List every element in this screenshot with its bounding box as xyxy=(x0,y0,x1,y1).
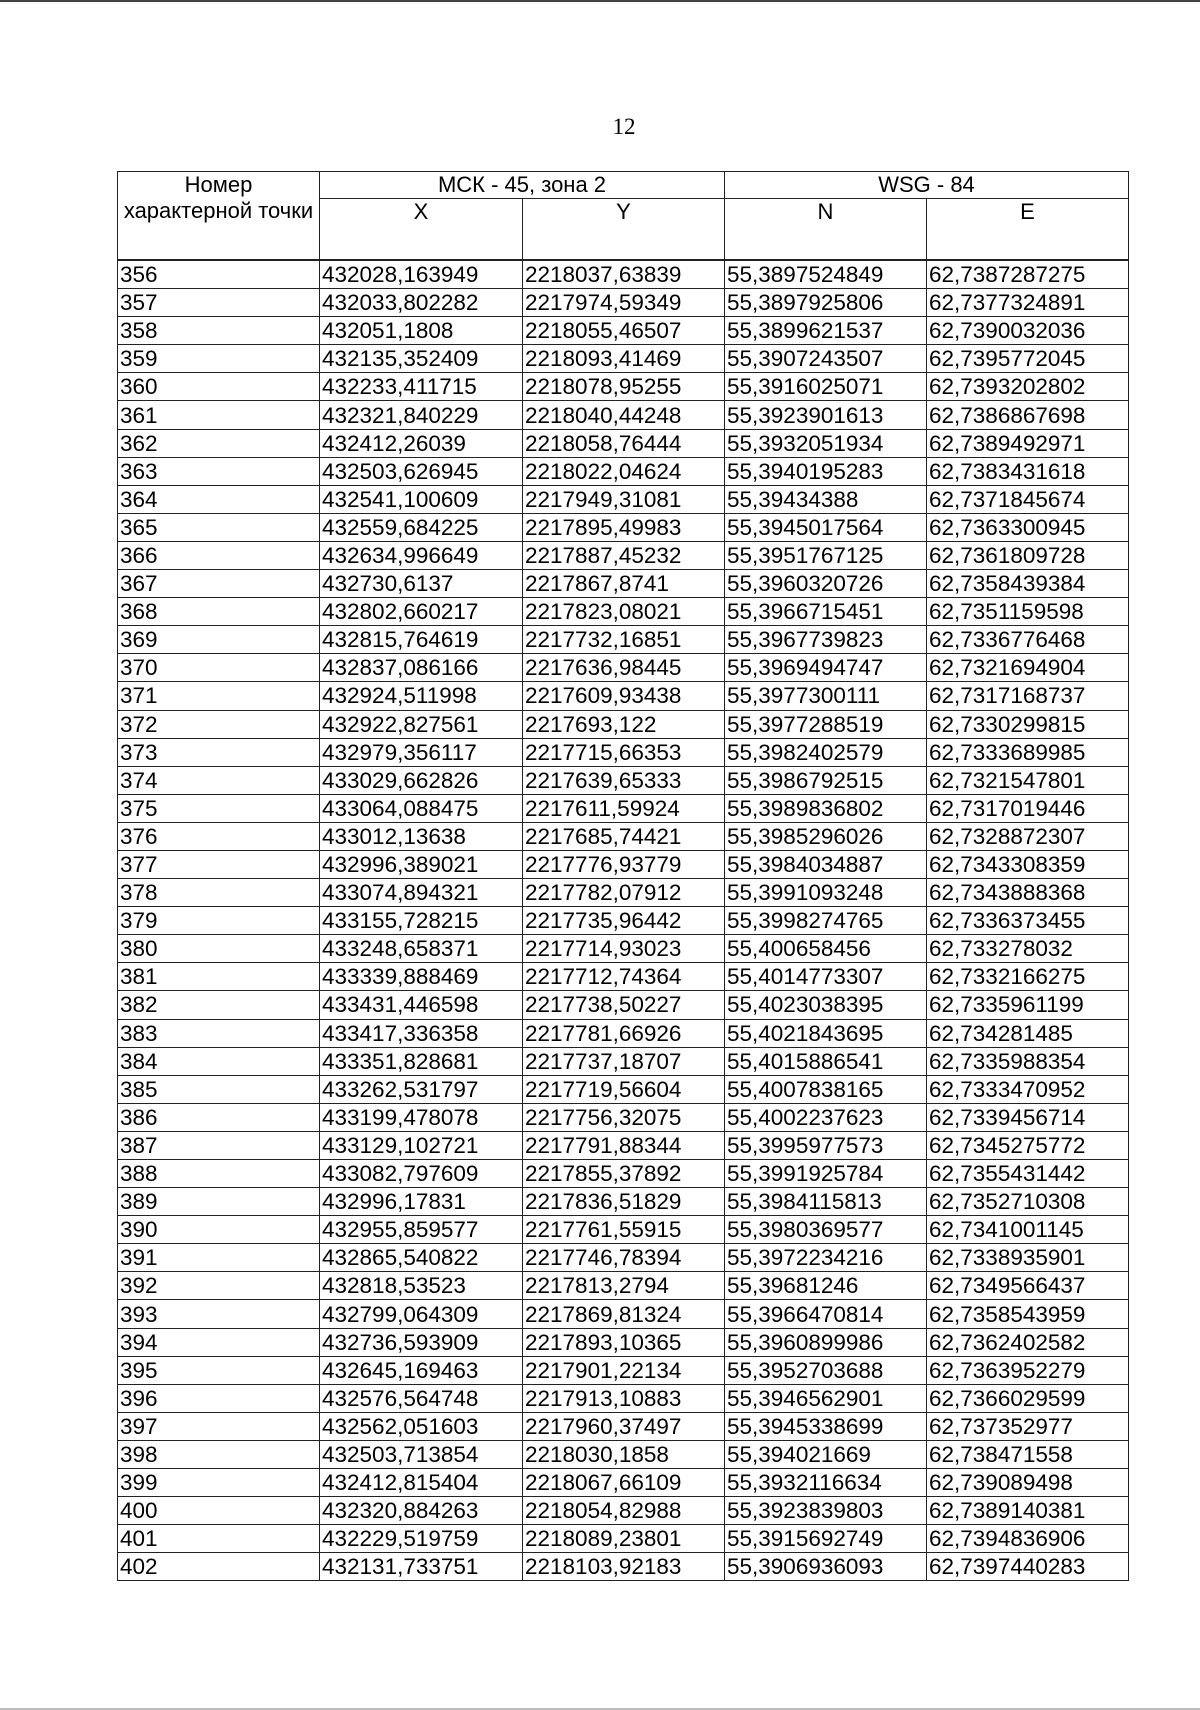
cell-n: 55,394021669 xyxy=(725,1440,927,1468)
cell-point: 361 xyxy=(118,401,320,429)
cell-y: 2217719,56604 xyxy=(523,1075,725,1103)
cell-x: 432979,356117 xyxy=(320,738,523,766)
cell-y: 2218054,82988 xyxy=(523,1497,725,1525)
cell-y: 2218030,1858 xyxy=(523,1440,725,1468)
cell-x: 432033,802282 xyxy=(320,289,523,317)
cell-point: 377 xyxy=(118,850,320,878)
cell-point: 373 xyxy=(118,738,320,766)
cell-x: 433339,888469 xyxy=(320,963,523,991)
cell-n: 55,3906936093 xyxy=(725,1553,927,1581)
cell-point: 401 xyxy=(118,1525,320,1553)
cell-e: 62,7383431618 xyxy=(927,457,1129,485)
cell-point: 368 xyxy=(118,598,320,626)
cell-y: 2217791,88344 xyxy=(523,1131,725,1159)
cell-e: 62,7321694904 xyxy=(927,654,1129,682)
cell-point: 396 xyxy=(118,1384,320,1412)
cell-x: 432503,626945 xyxy=(320,457,523,485)
header-point-number: Номер характерной точки xyxy=(118,172,320,261)
cell-e: 62,7393202802 xyxy=(927,373,1129,401)
cell-point: 367 xyxy=(118,570,320,598)
table-row xyxy=(118,513,1129,541)
table-row xyxy=(118,1244,1129,1272)
cell-e: 62,7362402582 xyxy=(927,1328,1129,1356)
cell-x: 432131,733751 xyxy=(320,1553,523,1581)
cell-y: 2217776,93779 xyxy=(523,850,725,878)
cell-e: 62,7333689985 xyxy=(927,738,1129,766)
cell-y: 2218067,66109 xyxy=(523,1469,725,1497)
cell-e: 62,7389492971 xyxy=(927,429,1129,457)
cell-e: 62,7336373455 xyxy=(927,907,1129,935)
table-row xyxy=(118,626,1129,654)
cell-x: 432503,713854 xyxy=(320,1440,523,1468)
cell-point: 386 xyxy=(118,1103,320,1131)
cell-x: 432955,859577 xyxy=(320,1216,523,1244)
cell-e: 62,7335988354 xyxy=(927,1047,1129,1075)
cell-n: 55,3932051934 xyxy=(725,429,927,457)
cell-y: 2217823,08021 xyxy=(523,598,725,626)
cell-y: 2217639,65333 xyxy=(523,766,725,794)
cell-x: 432802,660217 xyxy=(320,598,523,626)
table-row xyxy=(118,738,1129,766)
cell-e: 62,7377324891 xyxy=(927,289,1129,317)
cell-y: 2218040,44248 xyxy=(523,401,725,429)
cell-point: 383 xyxy=(118,1019,320,1047)
cell-y: 2217974,59349 xyxy=(523,289,725,317)
table-row xyxy=(118,1328,1129,1356)
cell-y: 2217895,49983 xyxy=(523,513,725,541)
cell-y: 2217714,93023 xyxy=(523,935,725,963)
cell-y: 2217813,2794 xyxy=(523,1272,725,1300)
cell-n: 55,3940195283 xyxy=(725,457,927,485)
cell-e: 62,7343308359 xyxy=(927,850,1129,878)
cell-e: 62,7332166275 xyxy=(927,963,1129,991)
table-row xyxy=(118,1356,1129,1384)
cell-n: 55,3932116634 xyxy=(725,1469,927,1497)
cell-x: 432818,53523 xyxy=(320,1272,523,1300)
cell-e: 62,7338935901 xyxy=(927,1244,1129,1272)
header-x: X xyxy=(320,199,523,261)
cell-n: 55,3960899986 xyxy=(725,1328,927,1356)
table-row xyxy=(118,1216,1129,1244)
cell-y: 2217901,22134 xyxy=(523,1356,725,1384)
cell-point: 392 xyxy=(118,1272,320,1300)
header-msk-group: МСК - 45, зона 2 xyxy=(320,172,725,199)
cell-x: 432799,064309 xyxy=(320,1300,523,1328)
cell-e: 62,7363952279 xyxy=(927,1356,1129,1384)
header-e: E xyxy=(927,199,1129,261)
cell-y: 2217609,93438 xyxy=(523,682,725,710)
cell-point: 389 xyxy=(118,1188,320,1216)
cell-n: 55,3969494747 xyxy=(725,654,927,682)
cell-n: 55,3984115813 xyxy=(725,1188,927,1216)
cell-y: 2217611,59924 xyxy=(523,794,725,822)
cell-y: 2217869,81324 xyxy=(523,1300,725,1328)
cell-n: 55,3998274765 xyxy=(725,907,927,935)
cell-x: 432996,389021 xyxy=(320,850,523,878)
cell-y: 2217913,10883 xyxy=(523,1384,725,1412)
cell-x: 432135,352409 xyxy=(320,345,523,373)
cell-point: 398 xyxy=(118,1440,320,1468)
table-row xyxy=(118,598,1129,626)
cell-point: 376 xyxy=(118,822,320,850)
cell-y: 2217761,55915 xyxy=(523,1216,725,1244)
cell-n: 55,3916025071 xyxy=(725,373,927,401)
cell-point: 371 xyxy=(118,682,320,710)
cell-x: 432837,086166 xyxy=(320,654,523,682)
cell-e: 62,739089498 xyxy=(927,1469,1129,1497)
cell-n: 55,3923839803 xyxy=(725,1497,927,1525)
cell-n: 55,3945017564 xyxy=(725,513,927,541)
cell-e: 62,7355431442 xyxy=(927,1160,1129,1188)
cell-point: 362 xyxy=(118,429,320,457)
cell-x: 433199,478078 xyxy=(320,1103,523,1131)
table-row xyxy=(118,654,1129,682)
cell-y: 2217636,98445 xyxy=(523,654,725,682)
cell-n: 55,3897925806 xyxy=(725,289,927,317)
cell-e: 62,7351159598 xyxy=(927,598,1129,626)
cell-x: 432645,169463 xyxy=(320,1356,523,1384)
cell-point: 393 xyxy=(118,1300,320,1328)
cell-point: 397 xyxy=(118,1412,320,1440)
cell-point: 387 xyxy=(118,1131,320,1159)
cell-point: 366 xyxy=(118,541,320,569)
cell-point: 395 xyxy=(118,1356,320,1384)
cell-x: 432320,884263 xyxy=(320,1497,523,1525)
cell-x: 433129,102721 xyxy=(320,1131,523,1159)
table-row xyxy=(118,794,1129,822)
cell-e: 62,7341001145 xyxy=(927,1216,1129,1244)
table-row xyxy=(118,935,1129,963)
cell-e: 62,7395772045 xyxy=(927,345,1129,373)
cell-x: 432576,564748 xyxy=(320,1384,523,1412)
cell-point: 384 xyxy=(118,1047,320,1075)
cell-point: 363 xyxy=(118,457,320,485)
cell-x: 433012,13638 xyxy=(320,822,523,850)
cell-e: 62,7363300945 xyxy=(927,513,1129,541)
table-row xyxy=(118,1272,1129,1300)
cell-x: 432229,519759 xyxy=(320,1525,523,1553)
cell-y: 2217732,16851 xyxy=(523,626,725,654)
cell-point: 379 xyxy=(118,907,320,935)
cell-e: 62,7394836906 xyxy=(927,1525,1129,1553)
cell-x: 432028,163949 xyxy=(320,260,523,289)
cell-n: 55,3995977573 xyxy=(725,1131,927,1159)
cell-n: 55,3982402579 xyxy=(725,738,927,766)
cell-e: 62,737352977 xyxy=(927,1412,1129,1440)
cell-y: 2217893,10365 xyxy=(523,1328,725,1356)
cell-n: 55,3952703688 xyxy=(725,1356,927,1384)
cell-y: 2218093,41469 xyxy=(523,345,725,373)
cell-n: 55,3915692749 xyxy=(725,1525,927,1553)
cell-x: 432051,1808 xyxy=(320,317,523,345)
cell-x: 433262,531797 xyxy=(320,1075,523,1103)
cell-e: 62,7371845674 xyxy=(927,485,1129,513)
cell-e: 62,7335961199 xyxy=(927,991,1129,1019)
table-row xyxy=(118,1525,1129,1553)
cell-e: 62,7330299815 xyxy=(927,710,1129,738)
cell-n: 55,3960320726 xyxy=(725,570,927,598)
cell-point: 364 xyxy=(118,485,320,513)
cell-n: 55,4021843695 xyxy=(725,1019,927,1047)
cell-y: 2217836,51829 xyxy=(523,1188,725,1216)
header-y: Y xyxy=(523,199,725,261)
cell-x: 433155,728215 xyxy=(320,907,523,935)
cell-y: 2217735,96442 xyxy=(523,907,725,935)
table-row xyxy=(118,1553,1129,1581)
cell-point: 370 xyxy=(118,654,320,682)
cell-point: 382 xyxy=(118,991,320,1019)
cell-x: 432815,764619 xyxy=(320,626,523,654)
cell-e: 62,7317019446 xyxy=(927,794,1129,822)
cell-point: 388 xyxy=(118,1160,320,1188)
table-row xyxy=(118,429,1129,457)
cell-y: 2217867,8741 xyxy=(523,570,725,598)
table-row xyxy=(118,317,1129,345)
cell-n: 55,3985296026 xyxy=(725,822,927,850)
table-row xyxy=(118,710,1129,738)
cell-n: 55,3966715451 xyxy=(725,598,927,626)
cell-x: 432321,840229 xyxy=(320,401,523,429)
cell-n: 55,4007838165 xyxy=(725,1075,927,1103)
table-row xyxy=(118,1497,1129,1525)
cell-point: 380 xyxy=(118,935,320,963)
cell-n: 55,4023038395 xyxy=(725,991,927,1019)
cell-y: 2217887,45232 xyxy=(523,541,725,569)
table-row xyxy=(118,289,1129,317)
cell-point: 374 xyxy=(118,766,320,794)
cell-x: 432730,6137 xyxy=(320,570,523,598)
cell-e: 62,7389140381 xyxy=(927,1497,1129,1525)
cell-n: 55,3923901613 xyxy=(725,401,927,429)
cell-e: 62,733278032 xyxy=(927,935,1129,963)
cell-e: 62,7358543959 xyxy=(927,1300,1129,1328)
table-row xyxy=(118,541,1129,569)
cell-point: 365 xyxy=(118,513,320,541)
cell-point: 372 xyxy=(118,710,320,738)
cell-e: 62,7345275772 xyxy=(927,1131,1129,1159)
cell-e: 62,734281485 xyxy=(927,1019,1129,1047)
table-row xyxy=(118,963,1129,991)
table-row xyxy=(118,1160,1129,1188)
cell-n: 55,3977288519 xyxy=(725,710,927,738)
cell-n: 55,3984034887 xyxy=(725,850,927,878)
cell-point: 390 xyxy=(118,1216,320,1244)
table-row xyxy=(118,457,1129,485)
cell-x: 432562,051603 xyxy=(320,1412,523,1440)
table-row xyxy=(118,1188,1129,1216)
cell-e: 62,7349566437 xyxy=(927,1272,1129,1300)
cell-point: 358 xyxy=(118,317,320,345)
cell-point: 402 xyxy=(118,1553,320,1581)
table-row xyxy=(118,401,1129,429)
cell-x: 432865,540822 xyxy=(320,1244,523,1272)
cell-point: 385 xyxy=(118,1075,320,1103)
cell-e: 62,7321547801 xyxy=(927,766,1129,794)
table-row xyxy=(118,850,1129,878)
cell-point: 360 xyxy=(118,373,320,401)
cell-x: 433082,797609 xyxy=(320,1160,523,1188)
cell-n: 55,3967739823 xyxy=(725,626,927,654)
cell-e: 62,7390032036 xyxy=(927,317,1129,345)
cell-x: 433351,828681 xyxy=(320,1047,523,1075)
cell-e: 62,7361809728 xyxy=(927,541,1129,569)
cell-e: 62,7386867698 xyxy=(927,401,1129,429)
header-row-groups xyxy=(118,172,1129,199)
cell-e: 62,7328872307 xyxy=(927,822,1129,850)
table-row xyxy=(118,1131,1129,1159)
cell-e: 62,7343888368 xyxy=(927,879,1129,907)
cell-x: 433064,088475 xyxy=(320,794,523,822)
page-top-border xyxy=(0,0,1200,2)
cell-y: 2218055,46507 xyxy=(523,317,725,345)
cell-x: 432559,684225 xyxy=(320,513,523,541)
cell-point: 369 xyxy=(118,626,320,654)
cell-y: 2217746,78394 xyxy=(523,1244,725,1272)
cell-point: 359 xyxy=(118,345,320,373)
cell-x: 432412,26039 xyxy=(320,429,523,457)
cell-e: 62,738471558 xyxy=(927,1440,1129,1468)
cell-y: 2218022,04624 xyxy=(523,457,725,485)
coordinates-table xyxy=(117,171,1129,1581)
page-number: 12 xyxy=(612,114,636,139)
table-row xyxy=(118,1300,1129,1328)
cell-n: 55,3899621537 xyxy=(725,317,927,345)
table-row xyxy=(118,373,1129,401)
cell-y: 2217737,18707 xyxy=(523,1047,725,1075)
cell-e: 62,7358439384 xyxy=(927,570,1129,598)
cell-x: 432634,996649 xyxy=(320,541,523,569)
header-n: N xyxy=(725,199,927,261)
cell-n: 55,3945338699 xyxy=(725,1412,927,1440)
table-row xyxy=(118,1047,1129,1075)
cell-y: 2217855,37892 xyxy=(523,1160,725,1188)
cell-n: 55,400658456 xyxy=(725,935,927,963)
cell-e: 62,7352710308 xyxy=(927,1188,1129,1216)
cell-e: 62,7397440283 xyxy=(927,1553,1129,1581)
cell-y: 2217715,66353 xyxy=(523,738,725,766)
cell-y: 2217781,66926 xyxy=(523,1019,725,1047)
cell-e: 62,7366029599 xyxy=(927,1384,1129,1412)
cell-n: 55,3989836802 xyxy=(725,794,927,822)
cell-e: 62,7336776468 xyxy=(927,626,1129,654)
cell-n: 55,4014773307 xyxy=(725,963,927,991)
table-row xyxy=(118,822,1129,850)
cell-y: 2217782,07912 xyxy=(523,879,725,907)
cell-x: 432922,827561 xyxy=(320,710,523,738)
cell-point: 391 xyxy=(118,1244,320,1272)
cell-point: 400 xyxy=(118,1497,320,1525)
cell-e: 62,7317168737 xyxy=(927,682,1129,710)
cell-point: 356 xyxy=(118,260,320,289)
cell-x: 432412,815404 xyxy=(320,1469,523,1497)
cell-x: 433029,662826 xyxy=(320,766,523,794)
cell-n: 55,3986792515 xyxy=(725,766,927,794)
table-row xyxy=(118,345,1129,373)
cell-x: 432233,411715 xyxy=(320,373,523,401)
table-row xyxy=(118,766,1129,794)
table-row xyxy=(118,1019,1129,1047)
cell-y: 2218103,92183 xyxy=(523,1553,725,1581)
cell-x: 432736,593909 xyxy=(320,1328,523,1356)
cell-y: 2218089,23801 xyxy=(523,1525,725,1553)
cell-n: 55,3977300111 xyxy=(725,682,927,710)
table-row xyxy=(118,570,1129,598)
cell-y: 2217712,74364 xyxy=(523,963,725,991)
table-row xyxy=(118,1440,1129,1468)
cell-y: 2217693,122 xyxy=(523,710,725,738)
table-row xyxy=(118,1469,1129,1497)
cell-n: 55,3907243507 xyxy=(725,345,927,373)
cell-point: 375 xyxy=(118,794,320,822)
cell-x: 432924,511998 xyxy=(320,682,523,710)
cell-y: 2218058,76444 xyxy=(523,429,725,457)
cell-x: 433417,336358 xyxy=(320,1019,523,1047)
table-row xyxy=(118,682,1129,710)
table-row xyxy=(118,991,1129,1019)
cell-y: 2217685,74421 xyxy=(523,822,725,850)
table-row xyxy=(118,1412,1129,1440)
cell-n: 55,39434388 xyxy=(725,485,927,513)
cell-n: 55,4015886541 xyxy=(725,1047,927,1075)
cell-point: 394 xyxy=(118,1328,320,1356)
cell-x: 433431,446598 xyxy=(320,991,523,1019)
cell-n: 55,3897524849 xyxy=(725,260,927,289)
table-row xyxy=(118,260,1129,289)
cell-n: 55,4002237623 xyxy=(725,1103,927,1131)
cell-n: 55,39681246 xyxy=(725,1272,927,1300)
cell-e: 62,7333470952 xyxy=(927,1075,1129,1103)
cell-n: 55,3980369577 xyxy=(725,1216,927,1244)
cell-n: 55,3972234216 xyxy=(725,1244,927,1272)
table-row xyxy=(118,1075,1129,1103)
table-row xyxy=(118,1103,1129,1131)
cell-n: 55,3991925784 xyxy=(725,1160,927,1188)
cell-y: 2217738,50227 xyxy=(523,991,725,1019)
cell-y: 2218078,95255 xyxy=(523,373,725,401)
cell-n: 55,3946562901 xyxy=(725,1384,927,1412)
cell-n: 55,3966470814 xyxy=(725,1300,927,1328)
cell-x: 432541,100609 xyxy=(320,485,523,513)
cell-point: 399 xyxy=(118,1469,320,1497)
table-row xyxy=(118,907,1129,935)
cell-x: 433074,894321 xyxy=(320,879,523,907)
table-row xyxy=(118,879,1129,907)
cell-y: 2217960,37497 xyxy=(523,1412,725,1440)
table-row xyxy=(118,485,1129,513)
cell-y: 2217949,31081 xyxy=(523,485,725,513)
cell-point: 378 xyxy=(118,879,320,907)
table-body xyxy=(118,260,1129,1581)
cell-x: 432996,17831 xyxy=(320,1188,523,1216)
cell-y: 2217756,32075 xyxy=(523,1103,725,1131)
cell-e: 62,7339456714 xyxy=(927,1103,1129,1131)
table-header xyxy=(118,172,1129,261)
cell-point: 381 xyxy=(118,963,320,991)
cell-e: 62,7387287275 xyxy=(927,260,1129,289)
cell-x: 433248,658371 xyxy=(320,935,523,963)
cell-point: 357 xyxy=(118,289,320,317)
cell-n: 55,3951767125 xyxy=(725,541,927,569)
table-row xyxy=(118,1384,1129,1412)
header-wgs-group: WSG - 84 xyxy=(725,172,1129,199)
cell-n: 55,3991093248 xyxy=(725,879,927,907)
cell-y: 2218037,63839 xyxy=(523,260,725,289)
